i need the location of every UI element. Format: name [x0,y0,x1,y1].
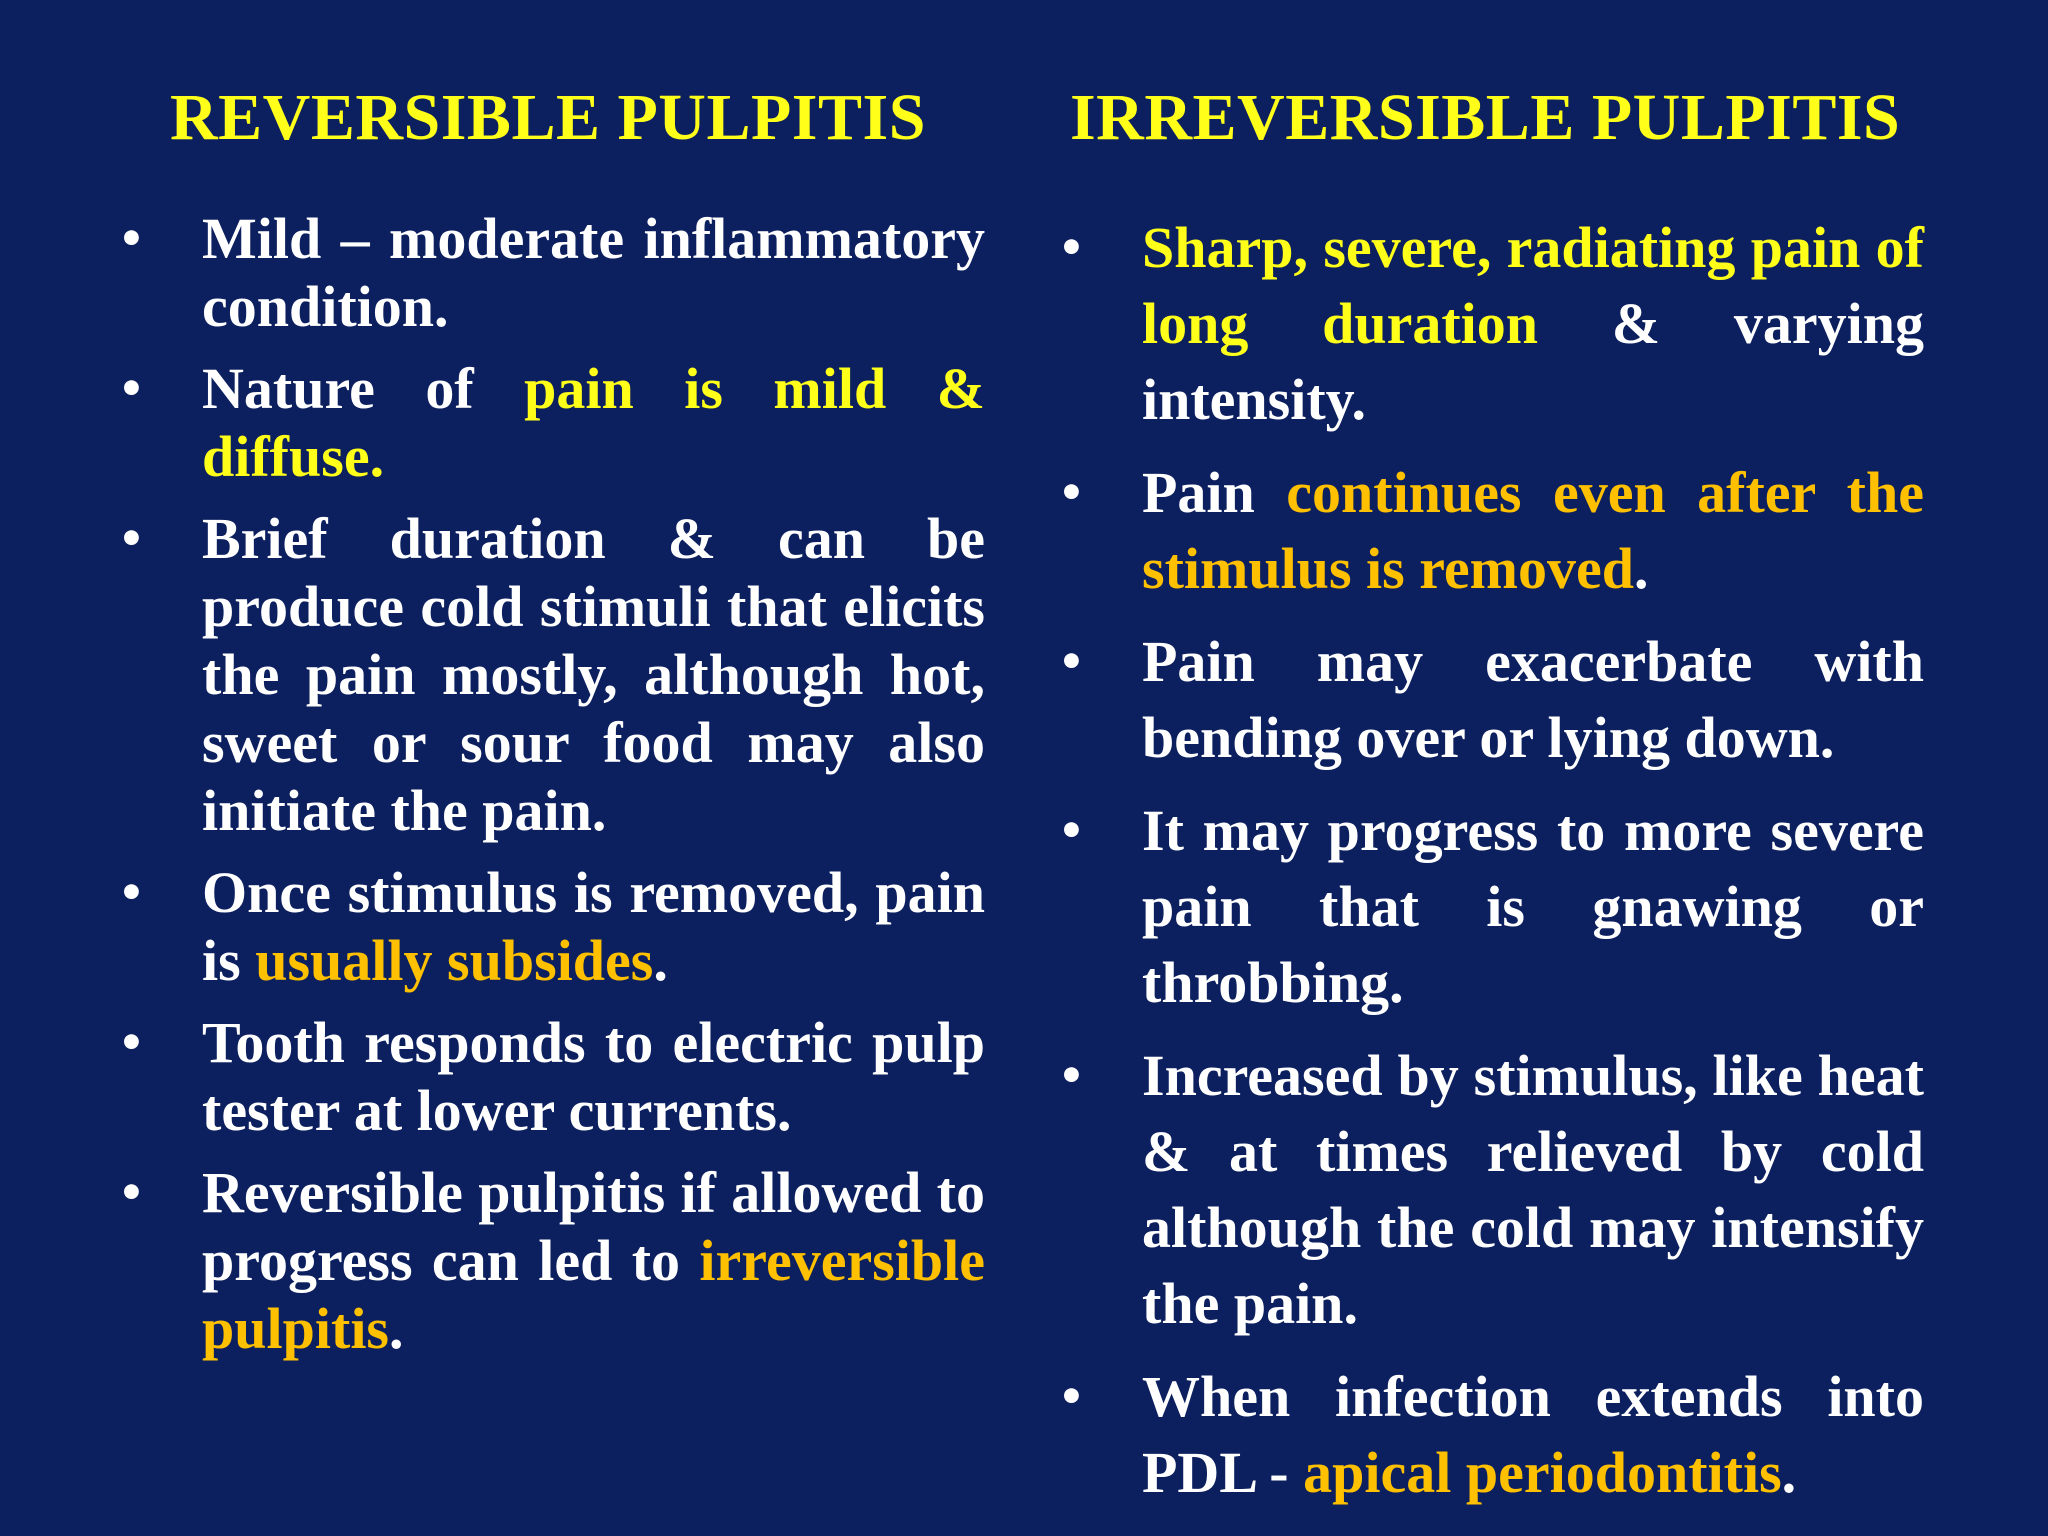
list-item [118,355,985,491]
bullet-icon: • [1058,468,1085,517]
bullet-icon: • [1058,1372,1085,1421]
bullet-icon: • [118,364,145,413]
irreversible-pulpitis-heading: IRREVERSIBLE PULPITIS [1070,81,1901,154]
bullet-icon: • [118,1168,145,1217]
item-text: When infection extends into PDL - [1142,1364,1924,1505]
highlighted-text: Sharp, severe, radiating pain of long duration [1142,215,1924,356]
list-item [1058,455,1924,607]
item-text: . [1633,536,1649,601]
item-text: Mild – moderate inflammatory condition. [202,206,985,339]
item-text: & varying intensity. [1142,291,1924,432]
irreversible-pulpitis-list [1058,210,1924,1528]
list-item [1058,1038,1924,1342]
item-text: Brief duration & can be produce cold stimuli that elicits the pain mostly, although hot, sweet or sour food may also initiate the pain. [202,506,985,843]
list-item [118,859,985,995]
item-text: Increased by stimulus, like heat & at times relieved by cold although the cold may intensify the pain. [1142,1043,1924,1336]
bullet-icon: • [1058,806,1085,855]
highlighted-text: pain is mild & diffuse. [202,356,985,489]
list-item [118,205,985,341]
item-text: . [653,928,668,993]
bullet-icon: • [1058,223,1085,272]
bullet-icon: • [118,868,145,917]
item-text: Nature of [202,356,525,421]
bullet-icon: • [1058,1051,1085,1100]
list-item [118,1159,985,1363]
list-item [1058,1359,1924,1511]
item-text: It may progress to more severe pain that is gnawing or throbbing. [1142,798,1924,1015]
highlighted-text: continues even after the stimulus is removed [1142,460,1924,601]
list-item [1058,210,1924,438]
bullet-icon: • [1058,637,1085,686]
bullet-icon: • [118,214,145,263]
bullet-icon: • [118,514,145,563]
item-text: Reversible pulpitis if allowed to progress can led to [202,1160,985,1293]
item-text: . [389,1296,404,1361]
highlighted-text: usually subsides [255,928,654,993]
list-item [1058,793,1924,1021]
item-text: Once stimulus is removed, pain is [202,860,985,993]
reversible-pulpitis-heading: REVERSIBLE PULPITIS [170,81,926,154]
list-item [118,1009,985,1145]
list-item [118,505,985,845]
item-text: Pain [1142,460,1287,525]
item-text: Pain may exacerbate with bending over or lying down. [1142,629,1924,770]
reversible-pulpitis-list [118,205,985,1377]
bullet-icon: • [118,1018,145,1067]
highlighted-text: apical periodontitis [1303,1440,1782,1505]
item-text: . [1781,1440,1797,1505]
highlighted-text: irreversible pulpitis [202,1228,985,1361]
item-text: Tooth responds to electric pulp tester at lower currents. [202,1010,985,1143]
list-item [1058,624,1924,776]
